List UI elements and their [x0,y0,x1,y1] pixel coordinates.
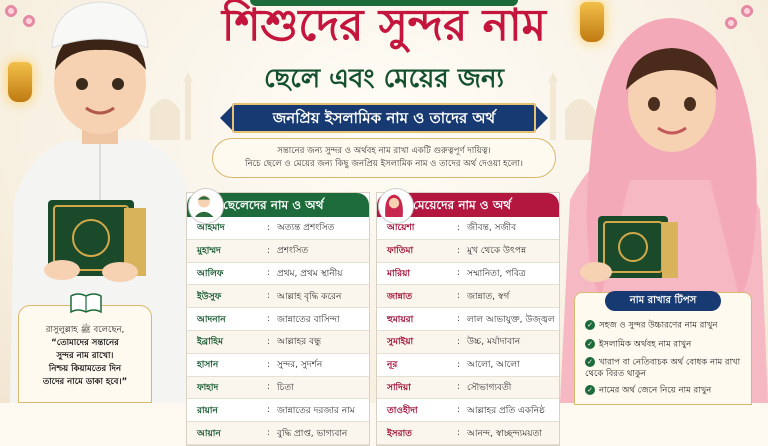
table-row: আলিফ : প্রথম, প্রথম স্থানীয় [187,263,369,286]
boys-table-header [187,193,369,217]
name-cell: তাওহীদা [387,405,418,416]
meaning-cell: জান্নাতের বাসিন্দা [277,314,340,325]
quote-line-2: “তোমাদের সন্তানের [51,338,119,348]
intro-line-2: নিচে ছেলে ও মেয়ের জন্য কিছু জনপ্রিয় ইসলামিক নাম ও তাদের অর্থ দেওয়া হলো। [245,159,523,169]
name-cell: সুমাইয়া [387,337,414,348]
meaning-cell: মুখ থেকে উৎপন্ন [467,246,527,257]
meaning-cell: আলো, আলো [467,360,520,371]
meaning-cell: সম্মানিতা, পবিত্র [467,268,526,279]
girls-names-table [376,192,560,446]
table-row: জান্নাত : জান্নাত, স্বর্গ [377,285,559,308]
tip-item: ✓ নামের অর্থ জেনে নিয়ে নাম রাখুন [585,385,745,397]
name-cell: আলিফ [197,268,224,279]
table-row: ফাহাদ : চিতা [187,377,369,400]
name-cell: হাসান [197,360,219,371]
quote-line-3: সুন্দর নাম রাখো। [56,351,114,361]
table-row: আয়েশা : জীবন্ত, সজীব [377,217,559,240]
meaning-cell: বুদ্ধি প্রাপ্ত, ভাগ্যবান [277,428,348,439]
meaning-cell: জান্নাতের দরজার নাম [277,405,355,416]
hadith-quote-box [18,305,152,403]
table-row: হুমায়রা : লাল আভাযুক্ত, উজ্জ্বল [377,308,559,331]
name-cell: নূর [387,360,398,371]
meaning-cell: জান্নাত, স্বর্গ [467,291,510,302]
table-row: মারিয়া : সম্মানিতা, পবিত্র [377,263,559,286]
meaning-cell: উচ্চ, মর্যাদাবান [467,337,521,348]
meaning-cell: আল্লাহর প্রতি একনিষ্ঠ [467,405,545,416]
table-row: আয়ান : বুদ্ধি প্রাপ্ত, ভাগ্যবান [187,422,369,445]
table-row: আহমাদ : অত্যন্ত প্রশংসিত [187,217,369,240]
meaning-cell: আল্লাহ বৃদ্ধি করেন [277,291,342,302]
name-cell: ফাতিমা [387,246,414,257]
section-banner: জনপ্রিয় ইসলামিক নাম ও তাদের অর্থ [232,103,536,133]
tip-item: ✓ ইসলামিক অর্থবহ নাম রাখুন [585,339,745,351]
name-cell: আয়ান [197,428,221,439]
meaning-cell: চিতা [277,382,294,393]
table-row: আদনান : জান্নাতের বাসিন্দা [187,308,369,331]
meaning-cell: সুন্দর, সুদর্শন [277,360,323,371]
meaning-cell: অত্যন্ত প্রশংসিত [277,223,335,234]
table-row: ইব্রাহিম : আল্লাহর বন্ধু [187,331,369,354]
table-row: সুমাইয়া : উচ্চ, মর্যাদাবান [377,331,559,354]
meaning-cell: আল্লাহর বন্ধু [277,337,322,348]
check-icon: ✓ [585,320,595,330]
table-row: ফাতিমা : মুখ থেকে উৎপন্ন [377,240,559,263]
boys-names-table [186,192,370,446]
naming-tips-box [574,292,752,405]
name-cell: রায়ান [197,405,218,416]
girls-table-title: মেয়েদের নাম ও অর্থ [413,198,511,212]
name-cell: মারিয়া [387,268,411,279]
quote-line-4: নিশ্চয় কিয়ামতের দিন [48,364,122,374]
name-cell: হুমায়রা [387,314,414,325]
meaning-cell: আনন্দ, স্বাচ্ছন্দ্যময়তা [467,428,542,439]
meaning-cell: লাল আভাযুক্ত, উজ্জ্বল [467,314,555,325]
check-icon: ✓ [585,357,595,367]
name-cell: সাদিয়া [387,382,411,393]
name-cell: আহমাদ [197,223,225,234]
tips-heading: নাম রাখার টিপস [605,291,721,311]
table-row: ইসরাত : আনন্দ, স্বাচ্ছন্দ্যময়তা [377,422,559,445]
table-row: হাসান : সুন্দর, সুদর্শন [187,354,369,377]
page-subtitle: ছেলে এবং মেয়ের জন্য [263,64,505,94]
tip-item: ✓ সহজ ও সুন্দর উচ্চারণের নাম রাখুন [585,320,745,332]
meaning-cell: প্রশংসিত [277,246,309,257]
table-row: সাদিয়া : সৌভাগ্যবতী [377,377,559,400]
girl-avatar-icon [379,189,413,223]
boys-rows [187,217,369,445]
meaning-cell: জীবন্ত, সজীব [467,223,517,234]
check-icon: ✓ [585,339,595,349]
page-title: শিশুদের সুন্দর নাম [221,0,547,51]
girls-rows [377,217,559,445]
intro-line-1: সন্তানের জন্য সুন্দর ও অর্থবহ নাম রাখা একটি গুরুত্বপূর্ণ দায়িত্ব। [277,146,491,156]
name-cell: ইউসুফ [197,291,222,302]
name-cell: জান্নাত [387,291,413,302]
name-cell: আদনান [197,314,226,325]
name-cell: ইব্রাহিম [197,337,223,348]
boy-avatar-icon [189,189,223,223]
table-row: রায়ান : জান্নাতের দরজার নাম [187,399,369,422]
check-icon: ✓ [585,385,595,395]
table-row: মুহাম্মদ : প্রশংসিত [187,240,369,263]
intro-text [212,138,556,178]
name-cell: ইসরাত [387,428,412,439]
quote-line-1: রাসুলুল্লাহ ﷺ বলেছেন, [45,325,125,335]
meaning-cell: সৌভাগ্যবতী [467,382,512,393]
quote-line-5: তাদের নামে ডাকা হবে।” [42,377,128,387]
name-cell: ফাহাদ [197,382,219,393]
name-cell: মুহাম্মদ [197,246,221,257]
boys-table-title: ছেলেদের নাম ও অর্থ [223,198,324,212]
meaning-cell: প্রথম, প্রথম স্থানীয় [277,268,343,279]
girls-table-header [377,193,559,217]
open-book-icon [69,292,103,314]
table-row: ইউসুফ : আল্লাহ বৃদ্ধি করেন [187,285,369,308]
tip-item: ✓ খারাপ বা নেতিবাচক অর্থ বোধক নাম রাখা থেকে বিরত থাকুন [585,357,741,379]
table-row: তাওহীদা : আল্লাহর প্রতি একনিষ্ঠ [377,399,559,422]
table-row: নূর : আলো, আলো [377,354,559,377]
name-cell: আয়েশা [387,223,415,234]
